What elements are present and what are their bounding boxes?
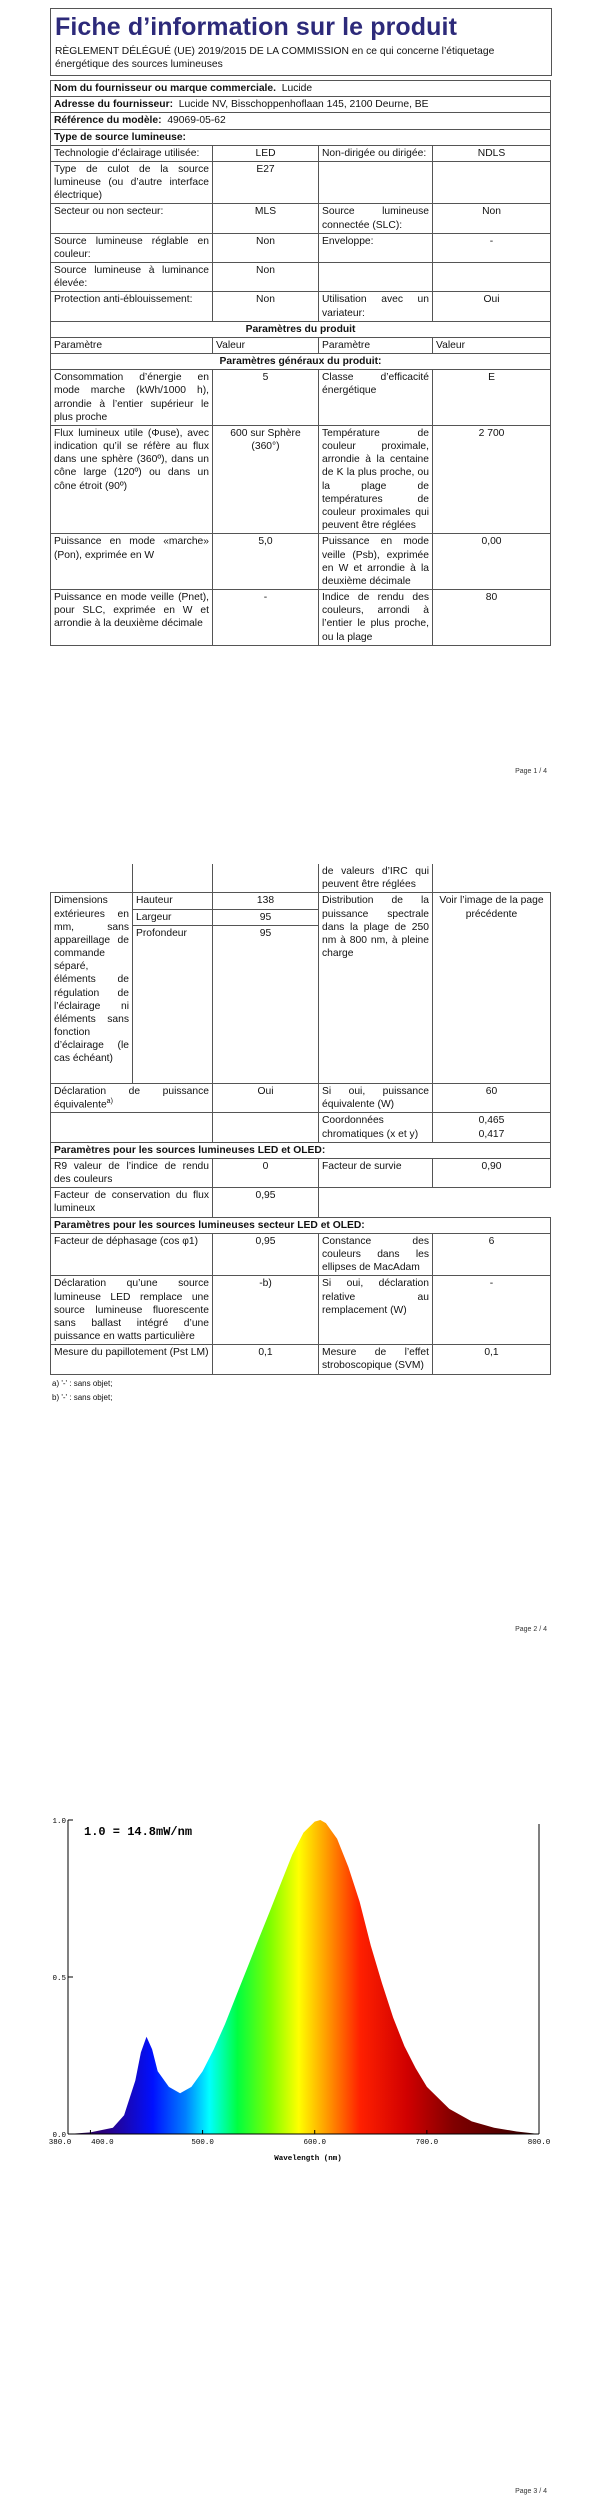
param-value: 0,00 xyxy=(433,534,551,590)
type-value: Non xyxy=(213,292,319,321)
param-value: 2 700 xyxy=(433,425,551,533)
param-value: - xyxy=(213,590,319,646)
page-2 xyxy=(0,800,592,1650)
type-value xyxy=(433,263,551,292)
param-cell: Température de couleur proximale, arrondie à la centaine de K la plus proche, ou la plage de températures de couleur proximales qui peuvent être réglées xyxy=(319,425,433,533)
survival-value: 0,90 xyxy=(433,1158,551,1187)
x-tick-label: 600.0 xyxy=(303,2139,326,2147)
x-tick-label: 800.0 xyxy=(527,2139,551,2147)
type-value: - xyxy=(433,233,551,262)
param-value: E xyxy=(433,370,551,426)
page-1 xyxy=(0,0,592,800)
param-cell: Consommation d’énergie en mode marche (kWh/1000 h), arrondie à l’entier supérieur le plus proche xyxy=(51,370,213,426)
type-cell: Protection anti-éblouissement: xyxy=(51,292,213,321)
type-cell: Technologie d’éclairage utilisée: xyxy=(51,145,213,161)
flicker-value: 0,1 xyxy=(213,1345,319,1374)
x-axis-label: Wavelength (nm) xyxy=(274,2155,342,2163)
datasheet-frame xyxy=(50,8,552,76)
type-cell: Source lumineuse connectée (SLC): xyxy=(319,204,433,233)
equivalent-value: Oui xyxy=(213,1083,319,1113)
flux-maintenance-label: Facteur de conservation du flux lumineux xyxy=(51,1188,213,1217)
type-value: Non xyxy=(213,263,319,292)
macadam-label: Constance des couleurs dans les ellipses de MacAdam xyxy=(319,1233,433,1276)
type-heading: Type de source lumineuse: xyxy=(51,129,551,145)
survival-label: Facteur de survie xyxy=(319,1158,433,1187)
x-tick-label: 500.0 xyxy=(191,2139,214,2147)
footnote-b: b) '-' : sans objet; xyxy=(52,1392,113,1402)
col-header: Valeur xyxy=(213,337,319,353)
r9-value: 0 xyxy=(213,1158,319,1187)
type-value: Oui xyxy=(433,292,551,321)
dim-name: Profondeur xyxy=(133,925,213,1083)
phase-label: Facteur de déphasage (cos φ1) xyxy=(51,1233,213,1276)
page-number: Page 3 / 4 xyxy=(515,2488,547,2495)
type-cell: Non-dirigée ou dirigée: xyxy=(319,145,433,161)
type-cell: Type de culot de la source lumineuse (ou d’autre interface électrique) xyxy=(51,161,213,204)
param-cell: Puissance en mode veille (Psb), exprimée en W et arrondie à la deuxième décimale xyxy=(319,534,433,590)
type-value: Non xyxy=(213,233,319,262)
dim-value: 138 xyxy=(213,893,319,909)
param-cell: Puissance en mode «marche» (Pon), exprimée en W xyxy=(51,534,213,590)
param-cell: Classe d’efficacité énergétique xyxy=(319,370,433,426)
x-tick-label: 700.0 xyxy=(415,2139,439,2147)
model-row: Référence du modèle: 49069-05-62 xyxy=(51,113,551,129)
type-value: MLS xyxy=(213,204,319,233)
cri-continued: de valeurs d’IRC qui peuvent être réglées xyxy=(319,864,433,893)
params-heading: Paramètres du produit xyxy=(51,321,551,337)
type-value: LED xyxy=(213,145,319,161)
phase-value: 0,95 xyxy=(213,1233,319,1276)
col-header: Paramètre xyxy=(51,337,213,353)
equivalent-w-label: Si oui, puissance équivalente (W) xyxy=(319,1083,433,1113)
type-cell: Secteur ou non secteur: xyxy=(51,204,213,233)
equivalent-w-value: 60 xyxy=(433,1083,551,1113)
table-2 xyxy=(50,864,550,1403)
type-cell: Source lumineuse réglable en couleur: xyxy=(51,233,213,262)
macadam-value: 6 xyxy=(433,1233,551,1276)
led-heading: Paramètres pour les sources lumineuses LED et OLED: xyxy=(51,1142,551,1158)
general-heading: Paramètres généraux du produit: xyxy=(51,354,551,370)
replacement-value: -b) xyxy=(213,1276,319,1345)
param-value: 5 xyxy=(213,370,319,426)
supplier-row: Nom du fournisseur ou marque commerciale. Lucide xyxy=(51,81,551,97)
param-cell: Indice de rendu des couleurs, arrondi à l’entier le plus proche, ou la plage xyxy=(319,590,433,646)
type-cell xyxy=(319,161,433,204)
x-tick-label: 400.0 xyxy=(91,2139,114,2147)
dim-name: Largeur xyxy=(133,909,213,925)
replacement-decl-value: - xyxy=(433,1276,551,1345)
col-header: Paramètre xyxy=(319,337,433,353)
page-title: Fiche d’information sur le produit xyxy=(55,13,458,41)
r9-label: R9 valeur de l’indice de rendu des couleurs xyxy=(51,1158,213,1187)
type-value: E27 xyxy=(213,161,319,204)
type-value: NDLS xyxy=(433,145,551,161)
dimensions-label: Dimensions extérieures en mm, sans appareillage de commande séparé, éléments de régulation de l’éclairage ni éléments sans fonction d’éclairage (le cas échéant) xyxy=(51,893,133,1083)
stroboscopic-label: Mesure de l’effet stroboscopique (SVM) xyxy=(319,1345,433,1374)
flux-maintenance-value: 0,95 xyxy=(213,1188,319,1217)
chromaticity-value: 0,465 0,417 xyxy=(433,1113,551,1142)
y-tick-label: 1.0 xyxy=(52,1818,66,1826)
param-value: 600 sur Sphère (360°) xyxy=(213,425,319,533)
y-tick-label: 0.0 xyxy=(52,2132,66,2140)
spectral-distribution-chart xyxy=(46,1812,551,2164)
dim-value: 95 xyxy=(213,925,319,1083)
spectral-label: Distribution de la puissance spectrale dans la plage de 250 nm à 800 nm, à pleine charge xyxy=(319,893,433,1083)
mains-heading: Paramètres pour les sources lumineuses secteur LED et OLED: xyxy=(51,1217,551,1233)
page-3 xyxy=(0,1650,592,2510)
param-cell: Puissance en mode veille (Pnet), pour SLC, exprimée en W et arrondie à la deuxième décimale xyxy=(51,590,213,646)
address-row: Adresse du fournisseur: Lucide NV, Bisschoppenhoflaan 145, 2100 Deurne, BE xyxy=(51,97,551,113)
equivalent-label: Déclaration de puissance équivalente$^{a)}$ xyxy=(51,1083,213,1113)
col-header: Valeur xyxy=(433,337,551,353)
type-value: Non xyxy=(433,204,551,233)
type-cell: Enveloppe: xyxy=(319,233,433,262)
replacement-label: Déclaration qu’une source lumineuse LED remplace une source lumineuse fluorescente sans ballast intégré d’une puissance en watts particulière xyxy=(51,1276,213,1345)
replacement-decl-label: Si oui, déclaration relative au remplacement (W) xyxy=(319,1276,433,1345)
dim-name: Hauteur xyxy=(133,893,213,909)
page-number: Page 1 / 4 xyxy=(515,768,547,775)
stroboscopic-value: 0,1 xyxy=(433,1345,551,1374)
x-tick-label: 380.0 xyxy=(48,2139,72,2147)
dim-value: 95 xyxy=(213,909,319,925)
table-1 xyxy=(50,80,550,646)
flicker-label: Mesure du papillotement (Pst LM) xyxy=(51,1345,213,1374)
page-number: Page 2 / 4 xyxy=(515,1626,547,1633)
chromaticity-label: Coordonnées chromatiques (x et y) xyxy=(319,1113,433,1142)
param-value: 80 xyxy=(433,590,551,646)
type-cell: Utilisation avec un variateur: xyxy=(319,292,433,321)
spectral-value: Voir l’image de la page précédente xyxy=(433,893,551,1083)
footnote-a: a) '-' : sans objet; xyxy=(52,1378,113,1388)
type-value xyxy=(433,161,551,204)
param-cell: Flux lumineux utile (Φuse), avec indication qu’il se réfère au flux dans une sphère (360º), dans un cône large (120º) ou dans un cône étroit (90º) xyxy=(51,425,213,533)
param-value: 5,0 xyxy=(213,534,319,590)
type-cell: Source lumineuse à luminance élevée: xyxy=(51,263,213,292)
type-cell xyxy=(319,263,433,292)
regulation-text: RÈGLEMENT DÉLÉGUÉ (UE) 2019/2015 DE LA COMMISSION en ce qui concerne l’étiquetage énergétique des sources lumineuses xyxy=(55,46,495,71)
y-tick-label: 0.5 xyxy=(52,1975,66,1983)
chart-annotation: 1.0 = 14.8mW/nm xyxy=(84,1825,193,1839)
